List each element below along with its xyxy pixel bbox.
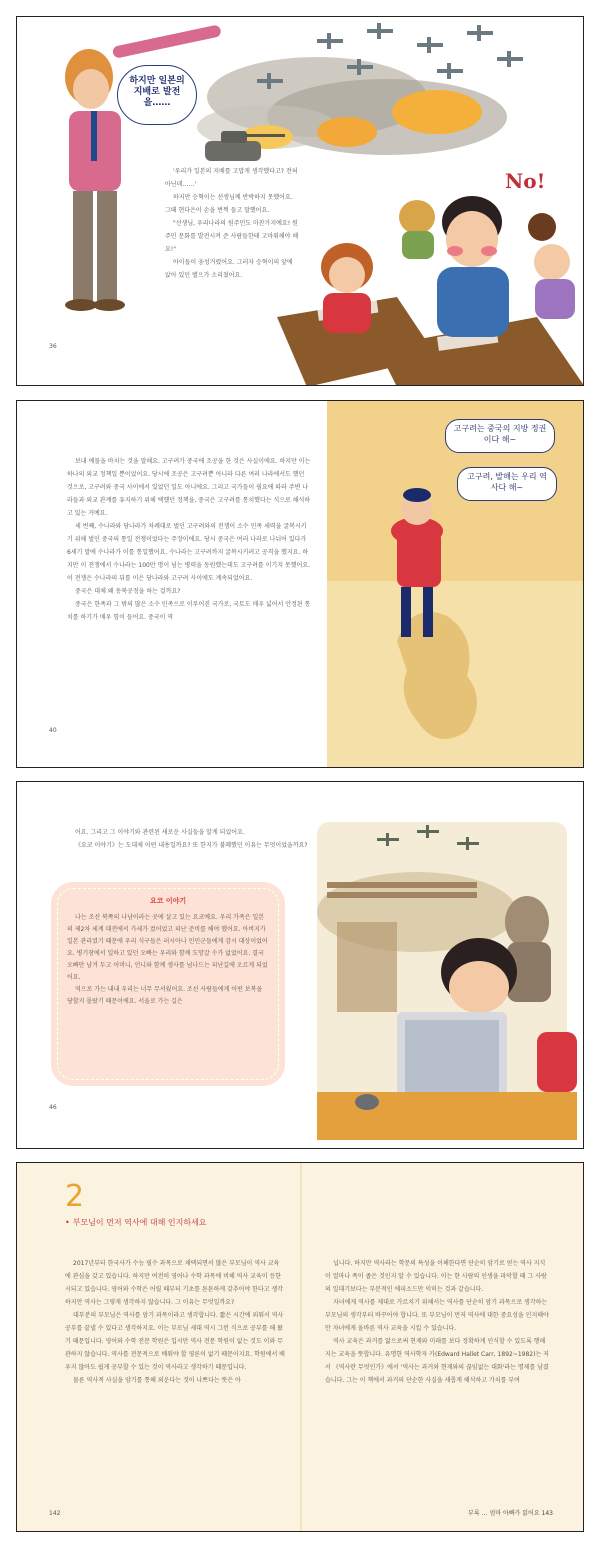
- paragraph: 세 번째, 수나라와 당나라가 차례대로 벌인 고구려와의 전쟁이 소수 민족 세력을 굴복시키기 위해 벌인 중국의 통일 전쟁이었다는 주장이에요. 당시 중국은 여러 나라로 나뉘어 있다가 6세기 말에 수나라가 이를 통일했어요. 수나라는 고구려까지 굴복시키려고 공격을 했지요. 하지만 이 전쟁에서 수나라는 100만 명이 넘는 병력을 동원했는데도 고구려를 이기지 못했어요. 이 전쟁은 수나라의 뒤를 이은 당나라와 고구려 사이에도 계속되었어요.: [67, 523, 310, 582]
- page-number: 36: [49, 343, 57, 350]
- speech-bubble-2: 고구려, 발해는 우리 역사다 해~: [457, 467, 557, 501]
- paragraph: 자녀에게 역사를 제대로 가르치기 위해서는 역사를 단순히 암기 과목으로 생각하는 부모님의 생각부터 바꾸어야 합니다. 또 부모님이 먼저 역사에 대한 중요성을 인지해야만 자녀에게 올바른 역사 교육을 시킬 수 있습니다.: [325, 1299, 549, 1332]
- chapter-number: 2: [65, 1179, 85, 1214]
- book-spread-4: [16, 1162, 584, 1532]
- classroom-illustration: [17, 17, 584, 386]
- paragraph: 아이들이 웅성거렸어요. 그러자 승혁이의 앞에 앉아 있던 별으가 소리쳤어요.: [165, 259, 293, 279]
- girl-figure: [321, 243, 373, 333]
- page-number: 40: [49, 727, 57, 734]
- intro-text: [67, 826, 311, 852]
- body-text: [67, 455, 311, 624]
- paragraph: 보내 예물을 바치는 것을 말해요. 고구려가 중국에 조공을 한 것은 사실이에요. 하지만 이는 하나의 외교 정책일 뿐이었어요. 당시에 조공은 고구려뿐 아니라 다른 여러 나라에서도 했던 것으로, 고구려와 중국 사이에서 있었던 일도 아니에요. 그리고 국가들이 필요에 따라 주변 나라들과 외교 관계를 유지하기 위해 택했던 정책을, 중국은 고구려를 통치했다는 식으로 해석하고 있는 거예요.: [67, 458, 311, 517]
- exclamation-no: No!: [505, 169, 546, 193]
- yoko-story-box: [51, 882, 285, 1086]
- speech-bubble: 하지만 일본의 지배로 발전을……: [117, 65, 197, 125]
- paragraph: 물론 역사적 사실을 암기를 통해 외운다는 것이 나쁘다는 뜻은 아: [73, 1377, 241, 1384]
- paragraph: "선생님, 우리나라의 원주민도 마찬가지예요! 원주민 문화를 발전시켜 준 사람들한테 고마워해야 해요!": [165, 220, 299, 253]
- page-number: 142: [49, 1510, 61, 1517]
- spine-divider: [300, 1163, 302, 1532]
- right-body-text: [325, 1257, 551, 1387]
- paragraph: 나는 조선 북쪽의 나남이라는 곳에 살고 있는 요코예요. 우리 가족은 일본의 제2차 세계 대전에서 가세가 컸어었고 피난 준비를 해야 했어요. 아버지가 일본 관리였기 때문에 우리 식구들은 러시아나 민민군들에게 감시 대상이었어요. 병기창에서 일하고 있던 오빠는 우리와 함께 도망갈 수가 없었어요. 결국 오빠만 남겨 두고 어머니, 언니와 함께 생사를 넘나드는 피난길에 오르게 되었어요.: [67, 914, 268, 981]
- paragraph: 닙니다. 하지만 역사라는 학문의 특성을 이해한다면 단순히 암기로 얻는 역사 지식이 얼마나 폭이 좁은 것인지 알 수 있습니다. 이는 한 사람의 인생을 파악할 때 그 사람의 일대기보다는 부분적인 에피소드만 익히는 것과 같습니다.: [325, 1260, 547, 1293]
- paragraph: 2017년부터 한국사가 수능 필수 과목으로 채택되면서 많은 부모님이 역사 교육에 관심을 갖고 있습니다. 하지만 여전히 영어나 수학 과목에 비해 역사 교육이 등한시되고 있습니다. 영어와 수학은 어릴 때부터 기초를 튼튼하게 갖추어야 한다고 생각하지만 역사는 그렇게 생각하지 않습니다. 그 이유는 무엇일까요?: [65, 1260, 284, 1306]
- paragraph: 중국은 한족과 그 밖의 많은 소수 민족으로 이루어진 국가로, 국토도 매우 넓어서 안정된 통치를 하기가 매우 힘이 들어요. 중국이 역: [67, 601, 311, 621]
- paragraph: 역으로 가는 내내 우리는 너무 무서웠어요. 조선 사람들에게 어떤 보복을 당할지 몰랐기 때문이에요. 서울로 가는 길은: [67, 986, 263, 1005]
- speech-bubble-1: 고구려는 중국의 지방 정권이다 해~: [445, 419, 555, 453]
- paragraph: 하지만 승혁이는 선생님께 반박하지 못했어요. 그때 현다은이 손을 번쩍 들고 말했어요.: [165, 194, 293, 214]
- book-spread-3: [16, 781, 584, 1149]
- paragraph: 역사 교육은 과거를 앎으로써 현재와 미래를 보다 정확하게 인식할 수 있도록 행해지는 교육을 뜻합니다. 유명한 역사학자 카(Edward Hallet Carr, 1892~1982)는 저서 《역사란 무엇인가》에서 '역사는 과거와 현재와의 끊임없는 대화'라는 명제를 남겼습니다. 그는 이 책에서 과거의 단순한 사실을 새롭게 해석하고 가치를 부여: [325, 1338, 549, 1384]
- boy-figure: [437, 196, 509, 337]
- paragraph: 중국은 대체 왜 동북공정을 하는 걸까요?: [75, 588, 181, 595]
- paragraph: 어요. 그리고 그 이야기와 관련된 새로운 사실들을 알게 되었어요.: [75, 829, 245, 836]
- left-body-text: [65, 1257, 285, 1387]
- paragraph: 대부분의 부모님은 역사를 암기 과목이라고 생각합니다. 짧은 시간에 외워서 역사 공부를 끝낼 수 있다고 생각하지요. 이는 부모님 세대 역시 그런 식으로 공부를 해 왔기 때문입니다. 영어와 수학 전문 학원은 입시만 역사 전문 학원이 없는 것도 이와 무관하지 않습니다. 역사를 전문적으로 배워야 할 영론이 없기 때문이지요. 학원에서 배우지 않아도 쉽게 공부할 수 있는 것이 역사라고 생각하기 때문입니다.: [65, 1312, 285, 1371]
- page-number: 46: [49, 1104, 57, 1111]
- chapter-title: • 부모님이 먼저 역사에 대해 인지하세요: [65, 1217, 207, 1228]
- paragraph: 《요코 이야기》는 도대체 어떤 내용일까요? 또 한지가 불쾌했던 이유는 무엇이었을까요?: [75, 842, 308, 849]
- mouse: [355, 1094, 379, 1110]
- box-title: 요코 이야기: [149, 897, 187, 905]
- book-spread-1: [16, 16, 584, 386]
- paragraph: '우리가 일본의 지배를 고맙게 생각했다고? 전혀 아닌데……': [165, 168, 298, 188]
- story-text: [165, 165, 299, 282]
- footer-running-title: 부록 … 엄마 아빠가 읽어요 143: [468, 1510, 553, 1517]
- book-spread-2: [16, 400, 584, 768]
- chinese-figure: [397, 531, 441, 587]
